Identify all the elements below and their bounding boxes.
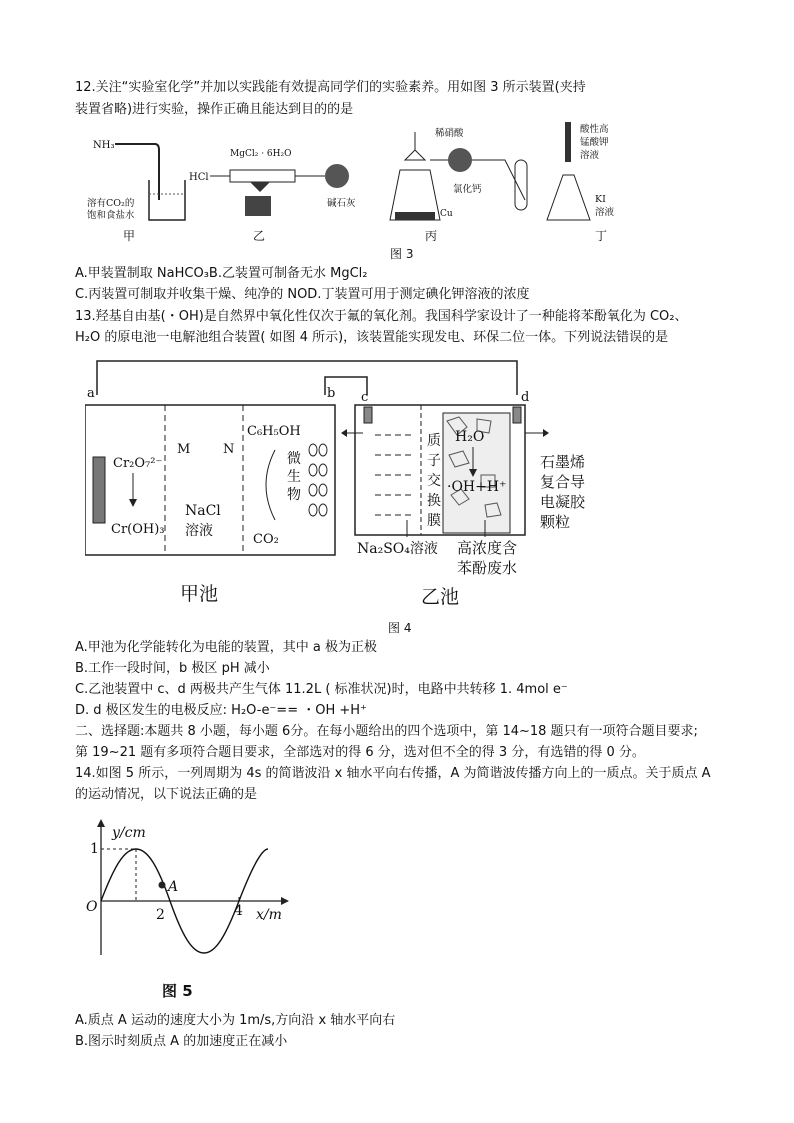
electrode-b-label: b: [327, 386, 336, 401]
graphene-line4: 颗粒: [540, 513, 571, 531]
figure-3-caption: 图 3: [390, 247, 414, 261]
y-tick-1: 1: [90, 841, 99, 857]
x-tick-2: 2: [156, 907, 165, 923]
graphene-line3: 电凝胶: [540, 493, 586, 511]
microbe-char-2: 生: [287, 469, 301, 485]
kmno4-line3: 溶液: [580, 150, 600, 161]
ki-line1: KI: [595, 194, 606, 205]
ki-line2: 溶液: [595, 207, 615, 218]
cu-label: Cu: [440, 209, 453, 219]
membrane-char-4: 换: [427, 493, 441, 509]
proton-flow-arrows: [375, 435, 415, 515]
graphene-line2: 复合导: [540, 473, 586, 491]
jia-name: 甲: [123, 229, 136, 243]
pool-jia-label: 甲池: [180, 583, 219, 605]
nitric-acid-label: 稀硝酸: [435, 128, 464, 139]
cacl2-label: 氯化钙: [453, 184, 482, 195]
croh3-label: Cr(OH)₃: [111, 522, 165, 537]
membrane-n-label: N: [223, 442, 235, 457]
membrane-char-2: 子: [427, 453, 441, 469]
q12-stem-line1: 12.关注“实验室化学”并加以实践能有效提高同学们的实验素养。用如图 3 所示装置(夹持: [75, 80, 586, 95]
yi-name: 乙: [253, 229, 266, 243]
q13-option-a: A.甲池为化学能转化为电能的装置，其中 a 极为正极: [75, 640, 378, 655]
co2-label: CO₂: [253, 532, 279, 547]
membrane-char-3: 交: [427, 473, 441, 489]
hcl-label: HCl: [189, 172, 209, 183]
q13-stem-line2: H₂O 的原电池一电解池组合装置( 如图 4 所示)，该装置能实现发电、环保二位一体。下列说法错误的是: [75, 330, 669, 345]
nacl-line1: NaCl: [185, 503, 221, 519]
apparatus-ding: [547, 122, 615, 243]
jia-solution-line2: 饱和食盐水: [87, 210, 135, 221]
wastewater-line1: 高浓度含: [457, 539, 518, 557]
apparatus-bing: [390, 127, 527, 243]
microbe-char-3: 物: [287, 487, 301, 503]
electrode-c-label: c: [361, 390, 369, 405]
q14-stem-line2: 的运动情况，以下说法正确的是: [75, 787, 258, 802]
wastewater-line2: 苯酚废水: [457, 559, 518, 577]
q12-options-cd: C.丙装置可制取并收集干燥、纯净的 NOD.丁装置可用于测定碘化钾溶液的浓度: [75, 287, 530, 302]
jia-solution-line1: 溶有CO₂的: [87, 198, 135, 209]
phenol-label: C₆H₅OH: [247, 424, 301, 439]
membrane-char-1: 质: [427, 433, 441, 449]
membrane-char-5: 膜: [427, 513, 441, 529]
apparatus-jia: [87, 140, 185, 243]
bing-name: 丙: [425, 229, 438, 243]
graphene-line1: 石墨烯: [540, 453, 586, 471]
q14-option-b: B.图示时刻质点 A 的加速度正在减小: [75, 1034, 288, 1049]
point-a-label: A: [168, 879, 179, 895]
apparatus-yi: [189, 149, 356, 243]
q14-option-a: A.质点 A 运动的速度大小为 1m/s,方向沿 x 轴水平向右: [75, 1013, 396, 1028]
pool-yi-label: 乙池: [421, 586, 460, 608]
microbe-char-1: 微: [287, 451, 301, 467]
kmno4-line2: 锰酸钾: [580, 137, 609, 148]
nacl-line2: 溶液: [185, 523, 213, 539]
x-axis-label: x/m: [256, 907, 282, 923]
mgcl2-label: MgCl₂ · 6H₂O: [230, 149, 292, 159]
oh-h-label: ·OH+H⁺: [447, 479, 507, 495]
electrode-a-label: a: [87, 386, 95, 401]
electrode-d-label: d: [521, 390, 530, 405]
q13-option-d: D. d 极区发生的电极反应: H₂O-e⁻== ・OH +H⁺: [75, 703, 367, 718]
y-axis-label: y/cm: [112, 825, 146, 841]
q13-option-c: C.乙池装置中 c、d 两极共产生气体 11.2L ( 标准状况)时，电路中共转移 1. 4mol e⁻: [75, 682, 568, 697]
x-tick-4: 4: [234, 903, 243, 919]
kmno4-line1: 酸性高: [580, 124, 609, 135]
q13-option-b: B.工作一段时间，b 极区 pH 减小: [75, 661, 270, 676]
membrane-m-label: M: [177, 442, 191, 457]
nh3-label: NH₃: [93, 140, 115, 151]
figure-4: [85, 355, 665, 615]
ding-name: 丁: [595, 229, 608, 243]
microbe-column: [309, 444, 327, 516]
section-2-intro-line1: 二、选择题:本题共 8 小题，每小题 6分。在每小题给出的四个选项中，第 14~18 题只有一项符合题目要求;: [75, 724, 698, 739]
figure-5-wave-graph: [80, 815, 300, 965]
q14-stem-line1: 14.如图 5 所示，一列周期为 4s 的简谐波沿 x 轴水平向右传播，A 为简谐波传播方向上的一质点。关于质点 A: [75, 766, 711, 781]
point-a-marker: [159, 882, 166, 889]
figure-5-caption: 图 5: [162, 982, 193, 1000]
figure-4-caption: 图 4: [388, 621, 412, 635]
q12-stem-line2: 装置省略)进行实验，操作正确且能达到目的的是: [75, 102, 354, 117]
q13-stem-line1: 13.羟基自由基(・OH)是自然界中氧化性仅次于氟的氧化剂。我国科学家设计了一种能将苯酚氧化为 CO₂、: [75, 309, 688, 324]
sodium-sulfate-label: Na₂SO₄溶液: [357, 541, 438, 557]
origin-label: O: [86, 899, 98, 915]
lime-label: 碱石灰: [327, 198, 356, 209]
q12-options-ab: A.甲装置制取 NaHCO₃B.乙装置可制备无水 MgCl₂: [75, 266, 368, 281]
cr2o7-label: Cr₂O₇²⁻: [113, 456, 163, 471]
section-2-intro-line2: 第 19~21 题有多项符合题目要求，全部选对的得 6 分，选对但不全的得 3 分，有选错的得 0 分。: [75, 745, 645, 760]
figure-3: [85, 120, 645, 260]
water-label: H₂O: [455, 429, 485, 445]
